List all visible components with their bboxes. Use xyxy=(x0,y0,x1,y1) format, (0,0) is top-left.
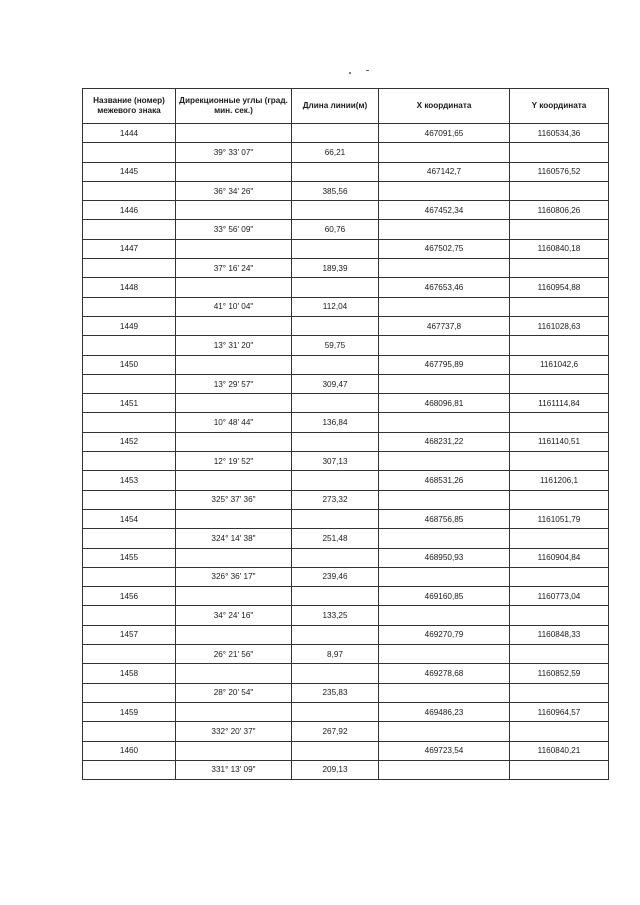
cell-line-length xyxy=(292,702,379,721)
cell-y-coordinate: 1160848,33 xyxy=(510,625,609,644)
cell-point-name: 1444 xyxy=(83,124,176,143)
table-row xyxy=(83,722,609,741)
header-direction-angle: Дирекционные углы (град. мин. сек.) xyxy=(176,89,292,124)
cell-point-name xyxy=(83,220,176,239)
cell-x-coordinate xyxy=(379,760,510,779)
cell-line-length xyxy=(292,124,379,143)
cell-point-name xyxy=(83,722,176,741)
cell-direction-angle xyxy=(176,316,292,335)
table-row xyxy=(83,490,609,509)
cell-y-coordinate xyxy=(510,413,609,432)
table-row xyxy=(83,432,609,451)
table-row xyxy=(83,413,609,432)
cell-point-name xyxy=(83,490,176,509)
cell-direction-angle: 10° 48' 44" xyxy=(176,413,292,432)
cell-y-coordinate: 1160773,04 xyxy=(510,587,609,606)
boundary-points-table xyxy=(82,88,609,780)
cell-direction-angle xyxy=(176,432,292,451)
cell-x-coordinate xyxy=(379,452,510,471)
cell-direction-angle: 325° 37' 36" xyxy=(176,490,292,509)
table-row xyxy=(83,181,609,200)
cell-y-coordinate xyxy=(510,683,609,702)
cell-x-coordinate xyxy=(379,336,510,355)
cell-y-coordinate xyxy=(510,529,609,548)
cell-x-coordinate xyxy=(379,490,510,509)
table-row xyxy=(83,567,609,586)
cell-y-coordinate: 1160534,36 xyxy=(510,124,609,143)
cell-direction-angle: 324° 14' 38" xyxy=(176,529,292,548)
cell-point-name: 1460 xyxy=(83,741,176,760)
table-row xyxy=(83,336,609,355)
cell-direction-angle: 36° 34' 26" xyxy=(176,181,292,200)
cell-line-length xyxy=(292,509,379,528)
cell-point-name xyxy=(83,336,176,355)
cell-x-coordinate: 468096,81 xyxy=(379,394,510,413)
cell-y-coordinate: 1161051,79 xyxy=(510,509,609,528)
cell-y-coordinate xyxy=(510,760,609,779)
cell-x-coordinate xyxy=(379,645,510,664)
cell-point-name xyxy=(83,374,176,393)
cell-line-length: 136,84 xyxy=(292,413,379,432)
cell-y-coordinate: 1161042,6 xyxy=(510,355,609,374)
cell-direction-angle xyxy=(176,355,292,374)
cell-x-coordinate: 467142,7 xyxy=(379,162,510,181)
cell-y-coordinate xyxy=(510,220,609,239)
cell-direction-angle: 26° 21' 56" xyxy=(176,645,292,664)
cell-line-length: 60,76 xyxy=(292,220,379,239)
table-row xyxy=(83,259,609,278)
table-row xyxy=(83,278,609,297)
cell-line-length xyxy=(292,587,379,606)
cell-y-coordinate xyxy=(510,490,609,509)
cell-y-coordinate xyxy=(510,567,609,586)
cell-point-name xyxy=(83,567,176,586)
cell-line-length: 273,32 xyxy=(292,490,379,509)
table-row xyxy=(83,162,609,181)
cell-direction-angle xyxy=(176,509,292,528)
cell-y-coordinate xyxy=(510,297,609,316)
cell-y-coordinate xyxy=(510,181,609,200)
cell-point-name: 1456 xyxy=(83,587,176,606)
table-row xyxy=(83,760,609,779)
cell-point-name: 1455 xyxy=(83,548,176,567)
scan-speck xyxy=(349,72,351,74)
cell-line-length: 309,47 xyxy=(292,374,379,393)
cell-direction-angle xyxy=(176,239,292,258)
cell-x-coordinate: 467091,65 xyxy=(379,124,510,143)
cell-direction-angle xyxy=(176,162,292,181)
header-y-coordinate: Y координата xyxy=(510,89,609,124)
table-row xyxy=(83,741,609,760)
cell-x-coordinate xyxy=(379,567,510,586)
cell-line-length: 189,39 xyxy=(292,259,379,278)
cell-direction-angle xyxy=(176,741,292,760)
cell-y-coordinate xyxy=(510,722,609,741)
cell-point-name xyxy=(83,683,176,702)
cell-line-length xyxy=(292,432,379,451)
header-line-length: Длина линии(м) xyxy=(292,89,379,124)
table-row xyxy=(83,625,609,644)
cell-direction-angle xyxy=(176,625,292,644)
cell-direction-angle: 39° 33' 07" xyxy=(176,143,292,162)
cell-point-name xyxy=(83,529,176,548)
cell-line-length xyxy=(292,741,379,760)
cell-line-length: 235,83 xyxy=(292,683,379,702)
cell-y-coordinate: 1160904,84 xyxy=(510,548,609,567)
cell-y-coordinate xyxy=(510,143,609,162)
cell-line-length xyxy=(292,239,379,258)
cell-point-name: 1451 xyxy=(83,394,176,413)
cell-direction-angle: 13° 31' 20" xyxy=(176,336,292,355)
cell-line-length: 239,46 xyxy=(292,567,379,586)
cell-x-coordinate xyxy=(379,722,510,741)
cell-x-coordinate xyxy=(379,413,510,432)
cell-y-coordinate: 1160806,26 xyxy=(510,201,609,220)
cell-y-coordinate xyxy=(510,645,609,664)
cell-direction-angle: 12° 19' 52" xyxy=(176,452,292,471)
cell-y-coordinate: 1161028,63 xyxy=(510,316,609,335)
cell-point-name: 1448 xyxy=(83,278,176,297)
cell-y-coordinate: 1160840,18 xyxy=(510,239,609,258)
table-row xyxy=(83,374,609,393)
cell-line-length: 385,56 xyxy=(292,181,379,200)
cell-point-name: 1458 xyxy=(83,664,176,683)
cell-y-coordinate: 1160964,57 xyxy=(510,702,609,721)
cell-y-coordinate: 1160840,21 xyxy=(510,741,609,760)
cell-direction-angle xyxy=(176,702,292,721)
cell-point-name: 1446 xyxy=(83,201,176,220)
cell-direction-angle xyxy=(176,587,292,606)
cell-point-name xyxy=(83,645,176,664)
cell-point-name: 1453 xyxy=(83,471,176,490)
cell-y-coordinate: 1160954,88 xyxy=(510,278,609,297)
cell-direction-angle xyxy=(176,201,292,220)
table-row xyxy=(83,548,609,567)
cell-x-coordinate: 469270,79 xyxy=(379,625,510,644)
cell-direction-angle xyxy=(176,471,292,490)
cell-line-length xyxy=(292,201,379,220)
table-row xyxy=(83,452,609,471)
cell-x-coordinate: 468531,26 xyxy=(379,471,510,490)
table-row xyxy=(83,143,609,162)
table-row xyxy=(83,201,609,220)
cell-x-coordinate: 468756,85 xyxy=(379,509,510,528)
cell-direction-angle: 37° 16' 24" xyxy=(176,259,292,278)
cell-x-coordinate xyxy=(379,220,510,239)
cell-line-length: 59,75 xyxy=(292,336,379,355)
cell-x-coordinate: 467737,8 xyxy=(379,316,510,335)
cell-x-coordinate xyxy=(379,374,510,393)
table-row xyxy=(83,239,609,258)
cell-x-coordinate xyxy=(379,683,510,702)
cell-line-length xyxy=(292,278,379,297)
cell-x-coordinate xyxy=(379,529,510,548)
table-row xyxy=(83,529,609,548)
table-header-row xyxy=(83,89,609,124)
cell-point-name xyxy=(83,760,176,779)
cell-line-length: 8,97 xyxy=(292,645,379,664)
table-body xyxy=(83,124,609,780)
cell-line-length: 112,04 xyxy=(292,297,379,316)
cell-x-coordinate xyxy=(379,297,510,316)
cell-point-name: 1449 xyxy=(83,316,176,335)
cell-x-coordinate: 468950,93 xyxy=(379,548,510,567)
cell-line-length: 133,25 xyxy=(292,606,379,625)
table-row xyxy=(83,394,609,413)
cell-point-name: 1447 xyxy=(83,239,176,258)
cell-line-length xyxy=(292,548,379,567)
table-row xyxy=(83,587,609,606)
cell-direction-angle: 28° 20' 54" xyxy=(176,683,292,702)
cell-line-length: 251,48 xyxy=(292,529,379,548)
cell-x-coordinate: 467653,46 xyxy=(379,278,510,297)
cell-x-coordinate: 469486,23 xyxy=(379,702,510,721)
cell-direction-angle: 33° 56' 09" xyxy=(176,220,292,239)
cell-x-coordinate: 469160,85 xyxy=(379,587,510,606)
cell-line-length xyxy=(292,394,379,413)
cell-direction-angle: 326° 36' 17" xyxy=(176,567,292,586)
table-row xyxy=(83,683,609,702)
cell-point-name xyxy=(83,606,176,625)
cell-line-length: 307,13 xyxy=(292,452,379,471)
table-row xyxy=(83,471,609,490)
cell-point-name xyxy=(83,297,176,316)
cell-point-name xyxy=(83,259,176,278)
cell-point-name xyxy=(83,413,176,432)
cell-point-name: 1445 xyxy=(83,162,176,181)
cell-point-name: 1454 xyxy=(83,509,176,528)
table-row xyxy=(83,316,609,335)
cell-y-coordinate xyxy=(510,336,609,355)
cell-point-name xyxy=(83,452,176,471)
cell-line-length xyxy=(292,664,379,683)
cell-y-coordinate xyxy=(510,452,609,471)
cell-x-coordinate: 467502,75 xyxy=(379,239,510,258)
table-row xyxy=(83,702,609,721)
cell-point-name: 1457 xyxy=(83,625,176,644)
cell-line-length xyxy=(292,471,379,490)
cell-y-coordinate xyxy=(510,606,609,625)
cell-direction-angle xyxy=(176,124,292,143)
cell-y-coordinate: 1160852,59 xyxy=(510,664,609,683)
cell-line-length: 267,92 xyxy=(292,722,379,741)
cell-x-coordinate xyxy=(379,259,510,278)
cell-direction-angle: 34° 24' 16" xyxy=(176,606,292,625)
header-point-name: Название (номер) межевого знака xyxy=(83,89,176,124)
table-row xyxy=(83,664,609,683)
cell-line-length xyxy=(292,316,379,335)
table-row xyxy=(83,355,609,374)
cell-direction-angle: 332° 20' 37" xyxy=(176,722,292,741)
cell-point-name xyxy=(83,143,176,162)
table-row xyxy=(83,220,609,239)
cell-line-length xyxy=(292,355,379,374)
table-row xyxy=(83,645,609,664)
cell-point-name: 1452 xyxy=(83,432,176,451)
table-row xyxy=(83,124,609,143)
table-row xyxy=(83,606,609,625)
cell-line-length: 209,13 xyxy=(292,760,379,779)
table-row xyxy=(83,509,609,528)
cell-x-coordinate xyxy=(379,143,510,162)
cell-direction-angle: 41° 10' 04" xyxy=(176,297,292,316)
cell-y-coordinate: 1161114,84 xyxy=(510,394,609,413)
cell-line-length xyxy=(292,162,379,181)
cell-point-name: 1459 xyxy=(83,702,176,721)
cell-point-name: 1450 xyxy=(83,355,176,374)
table-row xyxy=(83,297,609,316)
cell-direction-angle xyxy=(176,548,292,567)
cell-direction-angle xyxy=(176,394,292,413)
cell-direction-angle: 13° 29' 57" xyxy=(176,374,292,393)
cell-y-coordinate xyxy=(510,259,609,278)
cell-x-coordinate: 469723,54 xyxy=(379,741,510,760)
cell-direction-angle: 331° 13' 09" xyxy=(176,760,292,779)
cell-x-coordinate: 467795,89 xyxy=(379,355,510,374)
cell-x-coordinate: 469278,68 xyxy=(379,664,510,683)
cell-y-coordinate: 1161140,51 xyxy=(510,432,609,451)
header-x-coordinate: X координата xyxy=(379,89,510,124)
cell-x-coordinate: 468231,22 xyxy=(379,432,510,451)
scan-speck xyxy=(366,70,369,71)
cell-point-name xyxy=(83,181,176,200)
cell-x-coordinate: 467452,34 xyxy=(379,201,510,220)
cell-y-coordinate xyxy=(510,374,609,393)
cell-line-length: 66,21 xyxy=(292,143,379,162)
cell-y-coordinate: 1160576,52 xyxy=(510,162,609,181)
cell-line-length xyxy=(292,625,379,644)
cell-direction-angle xyxy=(176,664,292,683)
cell-x-coordinate xyxy=(379,606,510,625)
cell-direction-angle xyxy=(176,278,292,297)
cell-y-coordinate: 1161206,1 xyxy=(510,471,609,490)
cell-x-coordinate xyxy=(379,181,510,200)
